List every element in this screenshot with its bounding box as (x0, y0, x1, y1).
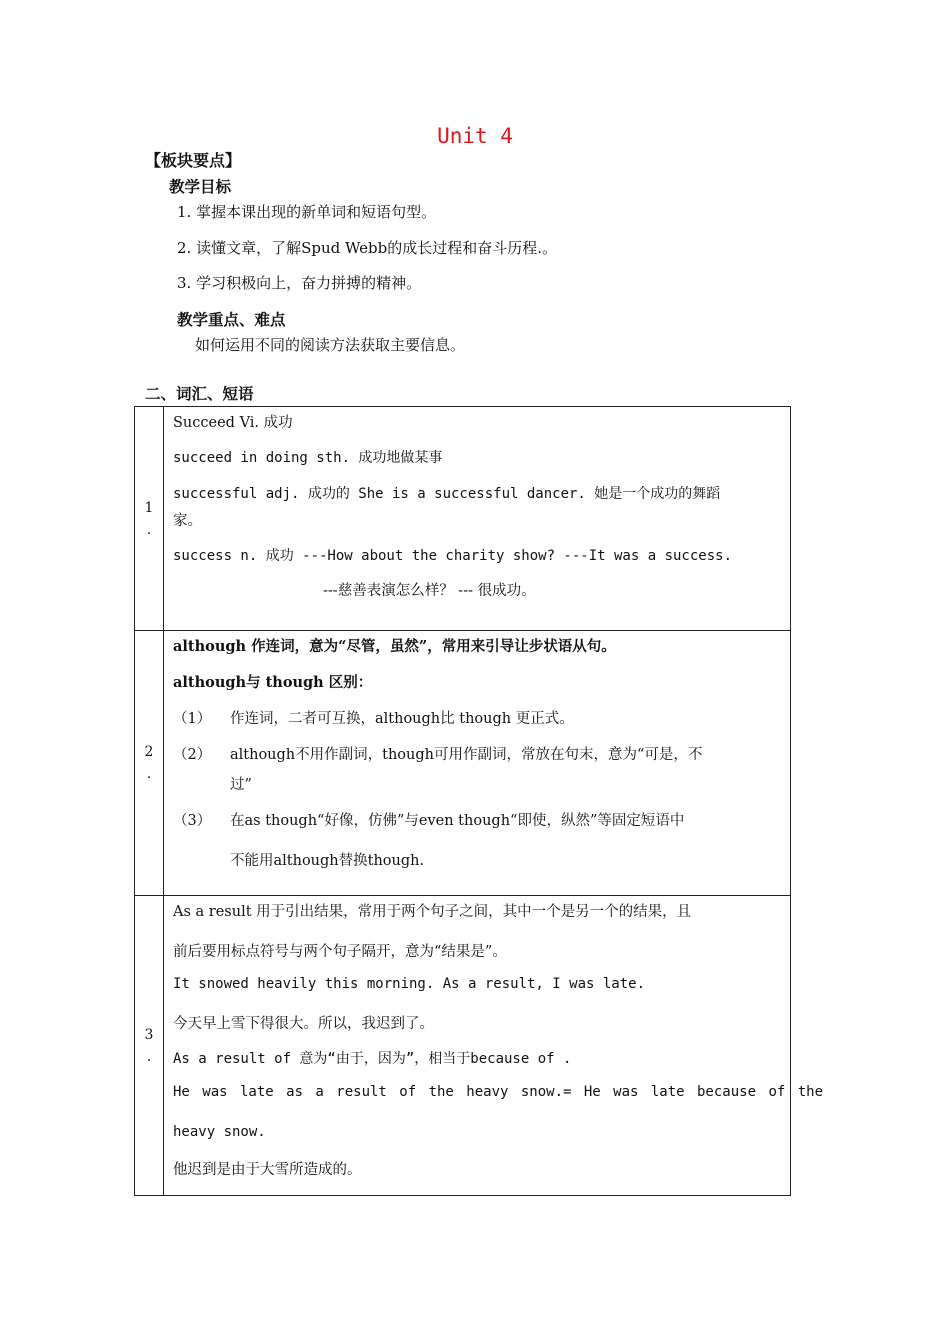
line-as-a-result-def-cont: 前后要用标点符号与两个句子隔开，意为“结果是”。 (173, 944, 507, 960)
table-row (135, 631, 791, 896)
objective-item-3: 3. 学习积极向上，奋力拼搏的精神。 (177, 274, 422, 292)
list-item: （3） 在as though“好像，仿佛”与even though“即使，纵然”等固定短语中 (173, 813, 685, 829)
line-example2-en-cont: heavy snow. (173, 1124, 266, 1140)
row-content (164, 896, 824, 1196)
line-although-def: although 作连词，意为“尽管，虽然”，常用来引导让步状语从句。 (173, 638, 616, 655)
line-as-a-result-of: As a result of 意为“由于，因为”，相当于because of . (173, 1051, 572, 1067)
objective-item-2: 2. 读懂文章，了解Spud Webb的成长过程和奋斗历程.。 (177, 239, 558, 257)
vocab-table (134, 406, 824, 1196)
row-number: 2 . (135, 631, 164, 896)
list-item: （1） 作连词，二者可互换，although比 though 更正式。 (173, 711, 574, 727)
objective-item-1: 1. 掌握本课出现的新单词和短语句型。 (177, 203, 437, 221)
section-header: 【板块要点】 (145, 151, 242, 170)
key-points-heading: 教学重点、难点 (177, 310, 286, 329)
list-item-cont: 过” (230, 777, 252, 793)
key-points-text: 如何运用不同的阅读方法获取主要信息。 (195, 336, 466, 354)
line-succeed: Succeed Vi. 成功 (173, 415, 293, 431)
vocab-header: 二、词汇、短语 (145, 384, 254, 403)
row-content (164, 631, 791, 896)
page-title: Unit 4 (437, 124, 513, 148)
line-as-a-result-def: As a result 用于引出结果，常用于两个句子之间，其中一个是另一个的结果，且 (173, 904, 692, 920)
row-content (164, 407, 791, 631)
line-example2-en: He was late as a result of the heavy snow.= He was late because of the (173, 1084, 824, 1100)
objectives-heading: 教学目标 (169, 177, 232, 196)
list-item: （2） although不用作副词，though可用作副词，常放在句末，意为“可是，不 (173, 747, 703, 763)
row-number: 1 . (135, 407, 164, 631)
table-row (135, 407, 791, 631)
table-row (135, 896, 791, 1196)
line-although-diff: although与 though 区别： (173, 674, 373, 691)
line-success-translation: ---慈善表演怎么样？ --- 很成功。 (323, 583, 536, 599)
line-example-en: It snowed heavily this morning. As a result, I was late. (173, 976, 646, 992)
line-success: success n. 成功 ---How about the charity show? ---It was a success. (173, 548, 733, 564)
line-successful: successful adj. 成功的 She is a successful dancer. 她是一个成功的舞蹈 (173, 486, 721, 502)
row-number: 3 . (135, 896, 164, 1196)
line-succeed-phrase: succeed in doing sth. 成功地做某事 (173, 450, 443, 466)
line-successful-cont: 家。 (173, 513, 202, 529)
line-example2-zh: 他迟到是由于大雪所造成的。 (173, 1162, 362, 1178)
list-item-cont: 不能用although替换though. (230, 853, 425, 869)
line-example-zh: 今天早上雪下得很大。所以，我迟到了。 (173, 1016, 434, 1032)
